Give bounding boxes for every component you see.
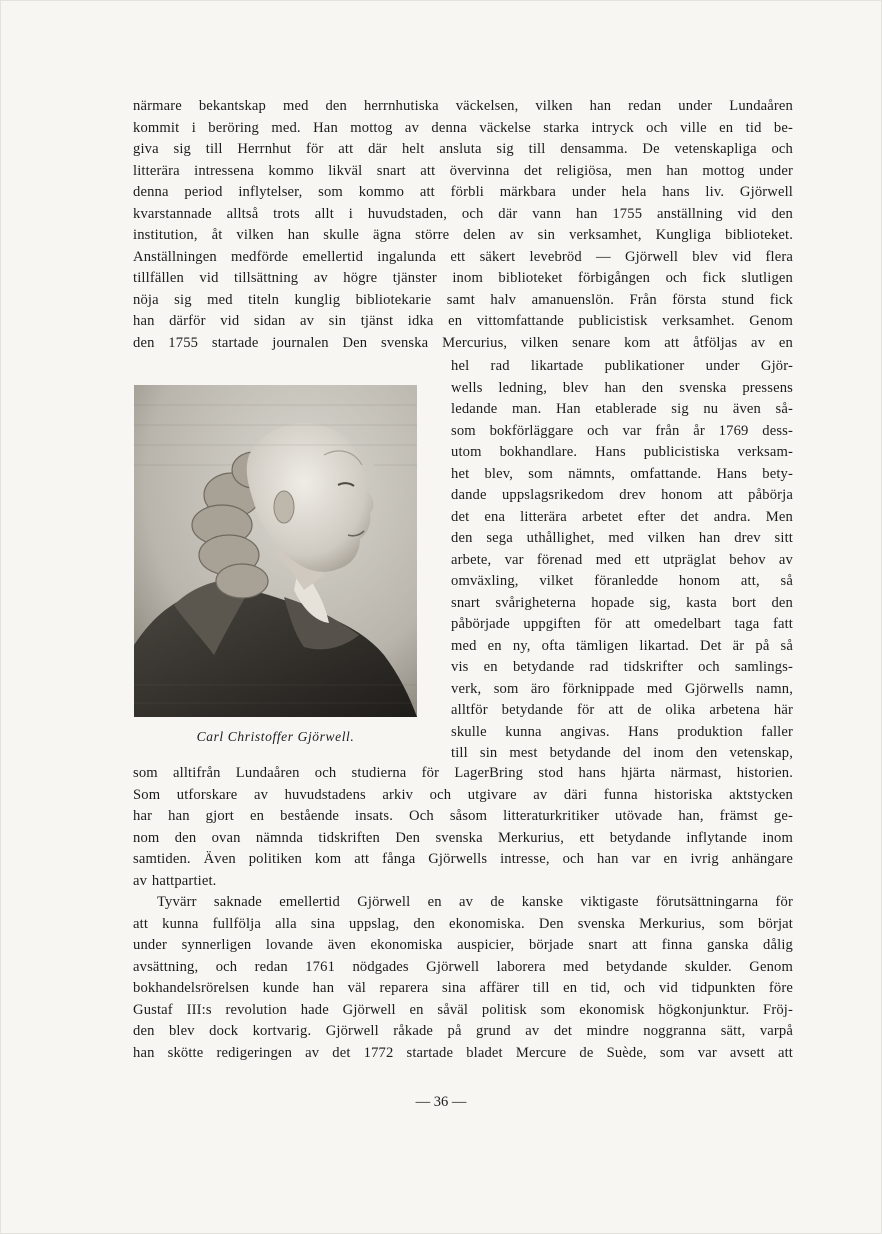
text-line: skulle kunna angivas. Hans produktion faller xyxy=(451,723,793,740)
text-line: nom den ovan nämnda tidskriften Den svenska Merkurius, ett betydande inflytande inom xyxy=(133,829,793,846)
text-line: nöja sig med titeln kunglig bibliotekarie samt halv amanuenslön. Från första stund fick xyxy=(133,291,793,308)
text-line: ledande man. Han etablerade sig nu även så- xyxy=(451,401,793,417)
text-line: har han gjort en bestående insats. Och såsom litteraturkritiker utövade han, främst ge- xyxy=(133,808,793,824)
text-line: att kunna fullfölja alla sina uppslag, den ekonomiska. Den svenska Merkurius, som börjat xyxy=(133,915,793,932)
text-line: Anställningen medförde emellertid ingalunda ett säkert levebröd — Gjörwell blev vid flera xyxy=(133,248,793,265)
text-line: som alltifrån Lundaåren och studierna för LagerBring stod hans hjärta närmast, historien. xyxy=(133,765,793,781)
portrait-engraving xyxy=(134,385,417,717)
portrait-image xyxy=(134,385,417,717)
text-line: påbörjade uppgiften för att omedelbart taga fatt xyxy=(451,616,793,632)
text-line: han skötte redigeringen av det 1772 startade bladet Mercure de Suède, som var avsett att xyxy=(133,1044,793,1061)
page-number: — 36 — xyxy=(415,1094,467,1110)
body-text-bottom xyxy=(133,763,793,1064)
text-line: det ena litterära arbetet efter det andra. Men xyxy=(451,508,793,525)
text-line: under synnerligen lovande även ekonomiska auspicier, började snart att finna ganska dålig xyxy=(133,937,793,953)
text-line: som bokförläggare och var från år 1769 dess- xyxy=(451,422,793,439)
text-line: den sega uthållighet, med vilken han drev sitt xyxy=(451,530,793,546)
text-line: hel rad likartade publikationer under Gjör- xyxy=(451,358,793,374)
text-line: närmare bekantskap med den herrnhutiska väckelsen, vilken han redan under Lundaåren xyxy=(133,98,793,114)
body-text-side xyxy=(451,356,793,765)
text-line: bokhandelsrörelsen kunde han väl reparera sina affärer till en tid, och vid tidpunkten före xyxy=(133,980,793,996)
text-line: arbete, var förenad med ett utpräglat behov av xyxy=(451,551,793,568)
text-line: alltför betydande för att de olika arbetena här xyxy=(451,702,793,718)
text-line: omväxling, vilket föranledde honom att, så xyxy=(451,573,793,589)
text-line: institution, åt vilken han skulle ägna större delen av sin verksamhet, Kungliga biblioteket. xyxy=(133,227,793,243)
text-line: dande uppslagsrikedom drev honom att påbörja xyxy=(451,487,793,503)
text-line: tillfällen vid tillsättning av högre tjänster inom biblioteket förbigången och fick slutligen xyxy=(133,270,793,286)
text-line: den blev dock kortvarig. Gjörwell råkade på grund av det mindre noggranna sätt, varpå xyxy=(133,1023,793,1039)
text-line: av hattpartiet. xyxy=(133,872,217,889)
text-line: Tyvärr saknade emellertid Gjörwell en av de kanske viktigaste förutsättningarna för xyxy=(157,894,793,910)
text-line: avsättning, och redan 1761 nödgades Gjörwell laborera med betydande skulder. Genom xyxy=(133,958,793,975)
text-line: kommit i beröring med. Han mottog av denna väckelse starka intryck och ville en tid be- xyxy=(133,119,793,136)
portrait-caption: Carl Christoffer Gjörwell. xyxy=(196,729,355,744)
text-line: den 1755 startade journalen Den svenska Mercurius, vilken senare kom att åtföljas av en xyxy=(133,334,793,351)
text-line: snart svårigheterna hopade sig, kasta bort den xyxy=(451,594,793,611)
text-line: han därför vid sidan av sin tjänst idka en vittomfattande publicistisk verksamhet. Genom xyxy=(133,313,793,329)
text-line: wells ledning, blev han den svenska pressens xyxy=(451,379,793,396)
text-line: denna period inflytelser, som kommo att förbli märkbara under hela hans liv. Gjörwell xyxy=(133,184,793,200)
text-line: till sin mest betydande del inom den vetenskap, xyxy=(451,745,793,761)
text-line: samtiden. Även politiken kom att fånga Gjörwells intresse, och han var en ivrig anhängare xyxy=(133,851,793,867)
text-line: het blev, som nämnts, omfattande. Hans bety- xyxy=(451,465,793,482)
text-line: utom bokhandlare. Hans publicistiska verksam- xyxy=(451,444,793,460)
text-line: kvarstannade alltså trots allt i huvudstaden, och där vann han 1755 anställning vid den xyxy=(133,205,793,222)
text-line: Gustaf III:s revolution hade Gjörwell en såväl politisk som ekonomisk högkonjunktur. Fröj- xyxy=(133,1001,793,1018)
text-line: verk, som äro förknippade med Gjörwells namn, xyxy=(451,680,793,697)
text-line: med en ny, ofta tämligen likartad. Det är på så xyxy=(451,637,793,654)
text-line: giva sig till Herrnhut för att där helt ansluta sig till densamma. De vetenskapliga och xyxy=(133,141,793,157)
text-line: litterära intressena kommo likväl snart att övervinna det religiösa, men han mottog under xyxy=(133,162,793,179)
body-text-top xyxy=(133,96,793,354)
text-line: vis en betydande rad tidskrifter och samlings- xyxy=(451,659,793,675)
text-line: Som utforskare av huvudstadens arkiv och utgivare av däri funna historiska aktstycken xyxy=(133,786,793,803)
